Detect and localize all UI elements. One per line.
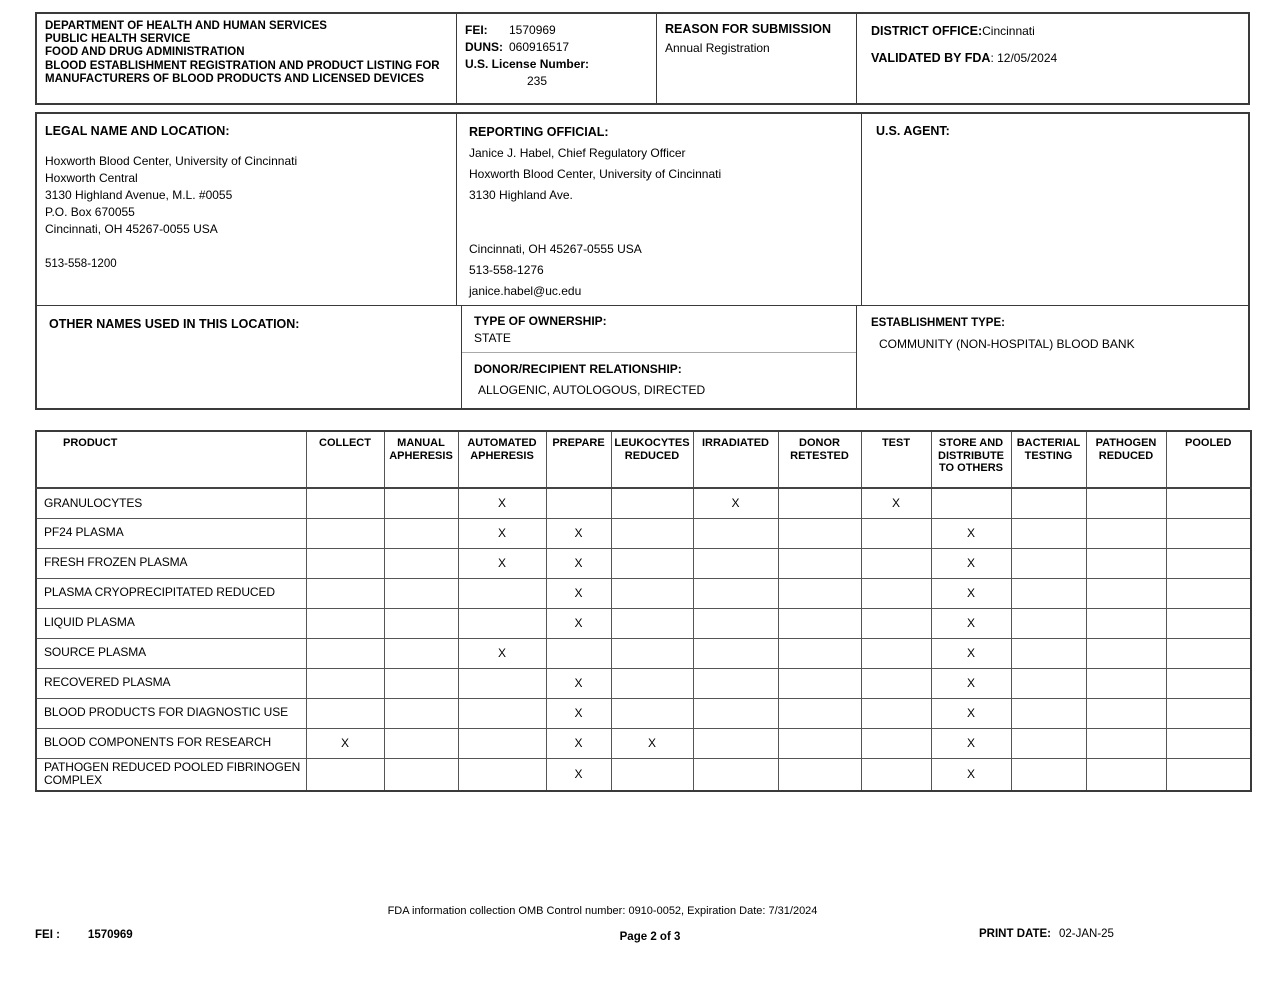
product-mark-cell [611, 578, 693, 608]
official-city: Cincinnati, OH 45267-0555 USA [469, 242, 642, 256]
product-mark-cell [1086, 698, 1166, 728]
column-header: MANUAL APHERESIS [384, 431, 458, 488]
product-mark-cell [1166, 668, 1251, 698]
product-table [35, 430, 1252, 792]
product-mark-cell: X [931, 638, 1011, 668]
product-mark-cell [384, 518, 458, 548]
official-email: janice.habel@uc.edu [469, 284, 582, 298]
product-mark-cell [546, 638, 611, 668]
product-mark-cell [384, 638, 458, 668]
type-of-ownership [462, 306, 856, 353]
print-date-value: 02-JAN-25 [1058, 928, 1114, 940]
ownership-row [37, 306, 1248, 408]
legal-line: Hoxworth Central [45, 171, 138, 185]
product-mark-cell: X [693, 488, 778, 518]
district-row [871, 24, 1234, 38]
reason-cell [657, 14, 857, 103]
print-date-label: PRINT DATE: [979, 928, 1051, 940]
product-mark-cell: X [931, 668, 1011, 698]
product-mark-cell: X [458, 548, 546, 578]
product-mark-cell: X [546, 728, 611, 758]
product-name-cell: FRESH FROZEN PLASMA [36, 548, 306, 578]
legal-row [37, 114, 1248, 306]
us-agent-label: U.S. AGENT: [876, 124, 950, 138]
table-row [36, 698, 1251, 728]
product-mark-cell [1011, 698, 1086, 728]
product-mark-cell: X [546, 608, 611, 638]
product-mark-cell [1166, 698, 1251, 728]
product-name-cell: LIQUID PLASMA [36, 608, 306, 638]
product-mark-cell [861, 578, 931, 608]
official-line: Janice J. Habel, Chief Regulatory Officer [469, 146, 686, 160]
column-header: DONOR RETESTED [778, 431, 861, 488]
product-mark-cell [306, 668, 384, 698]
product-mark-cell [1011, 518, 1086, 548]
product-mark-cell: X [546, 548, 611, 578]
product-mark-cell [384, 668, 458, 698]
table-row [36, 638, 1251, 668]
product-mark-cell [861, 758, 931, 791]
product-mark-cell [306, 638, 384, 668]
other-names-cell [37, 306, 462, 408]
legal-label: LEGAL NAME AND LOCATION: [45, 124, 230, 138]
product-table-body [36, 488, 1251, 791]
reporting-official-label: REPORTING OFFICIAL: [469, 125, 609, 139]
column-header: COLLECT [306, 431, 384, 488]
reporting-official-cell [457, 114, 862, 305]
product-mark-cell [931, 488, 1011, 518]
legal-line: 3130 Highland Avenue, M.L. #0055 [45, 188, 233, 202]
product-mark-cell [458, 608, 546, 638]
table-row [36, 608, 1251, 638]
header-block [35, 12, 1250, 105]
product-mark-cell [384, 728, 458, 758]
table-row [36, 668, 1251, 698]
product-name-cell: BLOOD PRODUCTS FOR DIAGNOSTIC USE [36, 698, 306, 728]
product-name-cell: RECOVERED PLASMA [36, 668, 306, 698]
legal-phone: 513-558-1200 [45, 258, 117, 270]
product-mark-cell [1011, 578, 1086, 608]
product-mark-cell [1011, 668, 1086, 698]
product-mark-cell [693, 698, 778, 728]
product-mark-cell [384, 488, 458, 518]
product-mark-cell [861, 518, 931, 548]
duns-value: 060916517 [509, 40, 570, 54]
product-mark-cell [458, 758, 546, 791]
establishment-type-value: COMMUNITY (NON-HOSPITAL) BLOOD BANK [879, 337, 1135, 351]
column-header: BACTERIAL TESTING [1011, 431, 1086, 488]
column-header: PREPARE [546, 431, 611, 488]
table-row [36, 548, 1251, 578]
product-mark-cell [861, 668, 931, 698]
table-row [36, 578, 1251, 608]
product-mark-cell [384, 758, 458, 791]
product-mark-cell [1166, 728, 1251, 758]
page-number: Page 2 of 3 [619, 931, 681, 943]
table-row [36, 488, 1251, 518]
ownership-label: TYPE OF OWNERSHIP: [474, 314, 607, 328]
product-mark-cell: X [931, 758, 1011, 791]
footer-fei [35, 929, 133, 941]
fei-label: FEI: [465, 23, 488, 37]
product-mark-cell [306, 698, 384, 728]
product-mark-cell [778, 578, 861, 608]
product-mark-cell [1011, 758, 1086, 791]
product-mark-cell [1086, 548, 1166, 578]
product-mark-cell [693, 578, 778, 608]
product-mark-cell [1086, 758, 1166, 791]
table-row [36, 728, 1251, 758]
column-header: PRODUCT [36, 431, 306, 488]
product-mark-cell: X [458, 518, 546, 548]
product-mark-cell [546, 488, 611, 518]
product-mark-cell [458, 698, 546, 728]
fei-value: 1570969 [509, 23, 556, 37]
table-header-row [36, 431, 1251, 488]
product-mark-cell [1011, 728, 1086, 758]
product-mark-cell [384, 578, 458, 608]
omb-control-line: FDA information collection OMB Control number: 0910-0052, Expiration Date: 7/31/2024 [387, 905, 818, 917]
legal-name-cell [37, 114, 457, 305]
product-name-cell: SOURCE PLASMA [36, 638, 306, 668]
product-mark-cell [1086, 578, 1166, 608]
column-header: POOLED [1166, 431, 1251, 488]
product-mark-cell [778, 698, 861, 728]
identifiers-cell [457, 14, 657, 103]
product-mark-cell: X [931, 548, 1011, 578]
validated-label: VALIDATED BY FDA [871, 51, 991, 65]
column-header: LEUKOCYTES REDUCED [611, 431, 693, 488]
validated-value: : 12/05/2024 [990, 51, 1058, 65]
other-names-label: OTHER NAMES USED IN THIS LOCATION: [49, 317, 300, 331]
ownership-value: STATE [474, 331, 511, 345]
product-mark-cell [1086, 668, 1166, 698]
product-mark-cell: X [861, 488, 931, 518]
fei-row [465, 22, 648, 39]
table-row [36, 518, 1251, 548]
product-mark-cell [861, 608, 931, 638]
license-value: 235 [527, 74, 548, 88]
column-header: TEST [861, 431, 931, 488]
product-mark-cell [778, 668, 861, 698]
official-phone: 513-558-1276 [469, 263, 544, 277]
product-mark-cell [693, 758, 778, 791]
column-header: AUTOMATED APHERESIS [458, 431, 546, 488]
product-mark-cell: X [306, 728, 384, 758]
establishment-type-label: ESTABLISHMENT TYPE: [871, 317, 1005, 329]
legal-address [45, 153, 448, 238]
product-mark-cell [1011, 608, 1086, 638]
product-mark-cell: X [546, 668, 611, 698]
product-mark-cell [1011, 638, 1086, 668]
product-mark-cell [693, 608, 778, 638]
donor-recipient-value: ALLOGENIC, AUTOLOGOUS, DIRECTED [478, 383, 706, 397]
product-mark-cell [778, 758, 861, 791]
product-mark-cell [306, 608, 384, 638]
product-name-cell: GRANULOCYTES [36, 488, 306, 518]
product-mark-cell [861, 698, 931, 728]
table-row [36, 758, 1251, 791]
product-mark-cell [611, 608, 693, 638]
product-mark-cell [693, 728, 778, 758]
info-block [35, 112, 1250, 410]
district-cell [857, 14, 1248, 103]
donor-recipient-label: DONOR/RECIPIENT RELATIONSHIP: [474, 362, 682, 376]
product-mark-cell [306, 548, 384, 578]
agency-line: DEPARTMENT OF HEALTH AND HUMAN SERVICES [45, 20, 327, 32]
product-name-cell: PATHOGEN REDUCED POOLED FIBRINOGEN COMPLEX [36, 758, 306, 791]
product-mark-cell [458, 578, 546, 608]
reason-label: REASON FOR SUBMISSION [665, 22, 831, 36]
product-mark-cell [458, 728, 546, 758]
product-mark-cell [778, 548, 861, 578]
agency-line: BLOOD ESTABLISHMENT REGISTRATION AND PRODUCT LISTING FOR [45, 59, 440, 72]
product-mark-cell [1086, 638, 1166, 668]
duns-row [465, 39, 648, 56]
product-name-cell: BLOOD COMPONENTS FOR RESEARCH [36, 728, 306, 758]
product-mark-cell: X [931, 608, 1011, 638]
product-mark-cell [611, 698, 693, 728]
product-mark-cell [1166, 548, 1251, 578]
product-mark-cell: X [458, 488, 546, 518]
product-mark-cell [1086, 728, 1166, 758]
product-mark-cell [1086, 488, 1166, 518]
product-name-cell: PF24 PLASMA [36, 518, 306, 548]
product-mark-cell [1166, 638, 1251, 668]
product-mark-cell [1166, 518, 1251, 548]
product-mark-cell [458, 668, 546, 698]
product-mark-cell [1166, 758, 1251, 791]
product-mark-cell [861, 638, 931, 668]
agency-line: MANUFACTURERS OF BLOOD PRODUCTS AND LICENSED DEVICES [45, 72, 425, 85]
product-mark-cell: X [546, 758, 611, 791]
product-mark-cell [693, 638, 778, 668]
product-mark-cell [384, 698, 458, 728]
product-mark-cell [693, 548, 778, 578]
establishment-type-cell [857, 306, 1248, 408]
product-mark-cell [693, 668, 778, 698]
footer-fei-label: FEI : [35, 929, 60, 941]
product-mark-cell [611, 668, 693, 698]
product-mark-cell [611, 548, 693, 578]
us-agent-cell [862, 114, 1248, 305]
donor-recipient [462, 353, 856, 406]
product-name-cell: PLASMA CRYOPRECIPITATED REDUCED [36, 578, 306, 608]
column-header: STORE AND DISTRIBUTE TO OTHERS [931, 431, 1011, 488]
product-mark-cell [778, 728, 861, 758]
product-mark-cell [1166, 488, 1251, 518]
product-mark-cell [1011, 548, 1086, 578]
license-label: U.S. License Number: [465, 57, 590, 71]
product-mark-cell [1086, 518, 1166, 548]
product-mark-cell [306, 758, 384, 791]
product-mark-cell [693, 518, 778, 548]
district-label: DISTRICT OFFICE: [871, 24, 983, 38]
product-mark-cell: X [931, 698, 1011, 728]
district-value: Cincinnati [982, 24, 1035, 38]
product-mark-cell: X [546, 518, 611, 548]
agency-title [37, 14, 457, 103]
product-mark-cell: X [546, 578, 611, 608]
product-mark-cell: X [931, 518, 1011, 548]
print-date [979, 928, 1114, 940]
product-mark-cell [611, 758, 693, 791]
column-header: PATHOGEN REDUCED [1086, 431, 1166, 488]
product-mark-cell: X [546, 698, 611, 728]
product-mark-cell [611, 638, 693, 668]
legal-line: Hoxworth Blood Center, University of Cincinnati [45, 154, 298, 168]
product-mark-cell [778, 638, 861, 668]
product-mark-cell [778, 518, 861, 548]
product-mark-cell [861, 728, 931, 758]
product-mark-cell [611, 488, 693, 518]
product-mark-cell: X [931, 578, 1011, 608]
product-mark-cell [384, 548, 458, 578]
product-mark-cell [384, 608, 458, 638]
duns-label: DUNS: [465, 40, 503, 54]
product-mark-cell: X [931, 728, 1011, 758]
product-mark-cell: X [458, 638, 546, 668]
product-mark-cell [306, 488, 384, 518]
product-mark-cell [1011, 488, 1086, 518]
ownership-cell [462, 306, 857, 408]
product-mark-cell [1166, 578, 1251, 608]
product-mark-cell [778, 608, 861, 638]
legal-line: Cincinnati, OH 45267-0055 USA [45, 222, 218, 236]
product-mark-cell [1086, 608, 1166, 638]
agency-line: PUBLIC HEALTH SERVICE [45, 33, 191, 46]
official-line: 3130 Highland Ave. [469, 188, 573, 202]
column-header: IRRADIATED [693, 431, 778, 488]
product-table-head [36, 431, 1251, 488]
legal-line: P.O. Box 670055 [45, 205, 135, 219]
agency-line: FOOD AND DRUG ADMINISTRATION [45, 46, 245, 59]
footer-fei-value: 1570969 [87, 929, 133, 941]
official-line: Hoxworth Blood Center, University of Cincinnati [469, 167, 722, 181]
validated-row [871, 51, 1234, 65]
reason-value: Annual Registration [665, 41, 770, 55]
product-mark-cell [306, 578, 384, 608]
product-mark-cell [1166, 608, 1251, 638]
product-mark-cell [611, 518, 693, 548]
product-mark-cell [778, 488, 861, 518]
product-mark-cell: X [611, 728, 693, 758]
product-mark-cell [861, 548, 931, 578]
product-mark-cell [306, 518, 384, 548]
